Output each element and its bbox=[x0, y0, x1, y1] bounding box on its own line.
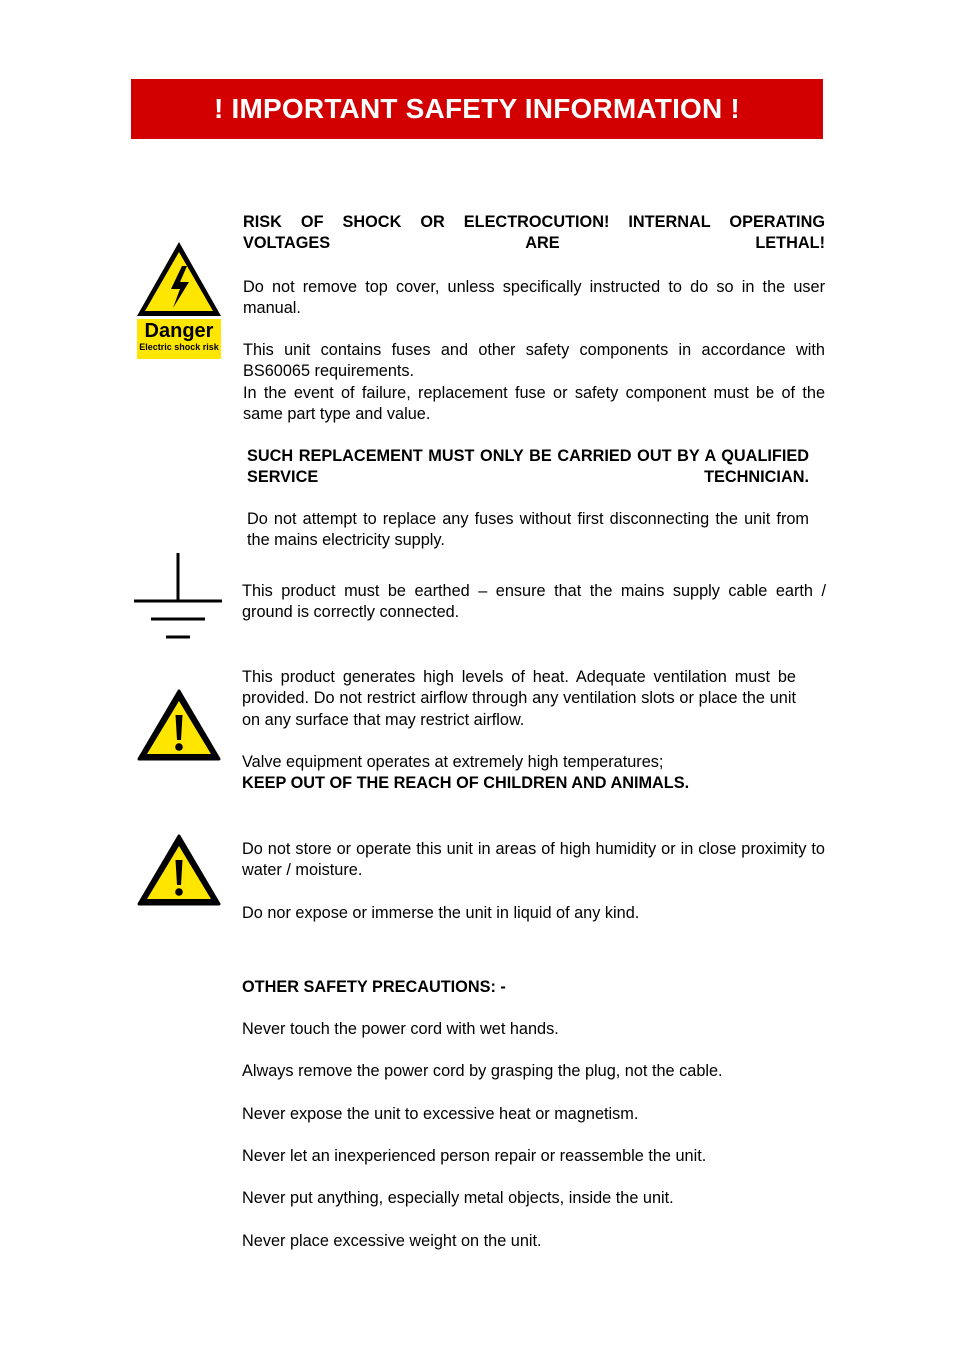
precaution-item: Never put anything, especially metal objects, inside the unit. bbox=[242, 1189, 674, 1207]
electric-shock-warning-icon bbox=[135, 240, 223, 318]
heat-warning: KEEP OUT OF THE REACH OF CHILDREN AND ANIMALS. bbox=[242, 774, 690, 792]
earth-text: This product must be earthed – ensure that the mains supply cable earth / ground is correctly connected. bbox=[242, 582, 826, 622]
danger-label-subtitle: Electric shock risk bbox=[139, 342, 219, 352]
precaution-item: Never place excessive weight on the unit. bbox=[242, 1232, 542, 1250]
earth-ground-icon bbox=[132, 551, 224, 643]
page-title: ! IMPORTANT SAFETY INFORMATION ! bbox=[214, 93, 740, 124]
shock-para-2a: This unit contains fuses and other safety components in accordance with BS60065 requirements. bbox=[243, 341, 825, 381]
shock-warning: SUCH REPLACEMENT MUST ONLY BE CARRIED OUT BY A QUALIFIED SERVICE TECHNICIAN. bbox=[247, 447, 809, 487]
precaution-item: Always remove the power cord by grasping the plug, not the cable. bbox=[242, 1062, 723, 1080]
other-heading: OTHER SAFETY PRECAUTIONS: - bbox=[242, 978, 506, 996]
moisture-para-1: Do not store or operate this unit in areas of high humidity or in close proximity to water / moisture. bbox=[242, 840, 825, 880]
heat-para-2: Valve equipment operates at extremely high temperatures; bbox=[242, 753, 664, 771]
caution-icon bbox=[137, 833, 221, 907]
moisture-para-2: Do nor expose or immerse the unit in liquid of any kind. bbox=[242, 904, 640, 922]
shock-para-1: Do not remove top cover, unless specifically instructed to do so in the user manual. bbox=[243, 278, 825, 318]
danger-label bbox=[137, 319, 221, 359]
shock-heading: RISK OF SHOCK OR ELECTROCUTION! INTERNAL OPERATING VOLTAGES ARE LETHAL! bbox=[243, 213, 825, 253]
safety-banner bbox=[131, 79, 823, 139]
danger-label-title: Danger bbox=[144, 320, 214, 342]
heat-para-1: This product generates high levels of heat. Adequate ventilation must be provided. Do not restrict airflow through any ventilation slots or place the unit on any surface that may restrict airflow. bbox=[242, 668, 796, 729]
precaution-item: Never let an inexperienced person repair or reassemble the unit. bbox=[242, 1147, 707, 1165]
precaution-item: Never touch the power cord with wet hands. bbox=[242, 1020, 559, 1038]
caution-icon bbox=[137, 688, 221, 762]
shock-para-3: Do not attempt to replace any fuses without first disconnecting the unit from the mains electricity supply. bbox=[247, 510, 809, 550]
precaution-item: Never expose the unit to excessive heat or magnetism. bbox=[242, 1105, 639, 1123]
shock-para-2b: In the event of failure, replacement fuse or safety component must be of the same part type and value. bbox=[243, 384, 825, 424]
